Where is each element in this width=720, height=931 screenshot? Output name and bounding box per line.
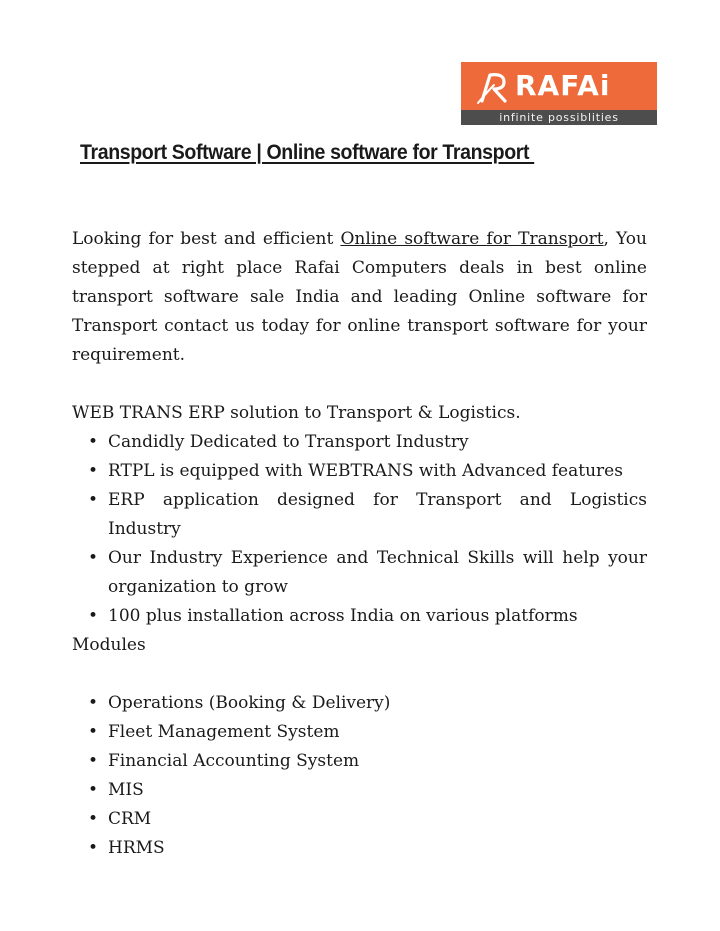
intro-paragraph bbox=[72, 225, 647, 370]
rafai-logo bbox=[461, 62, 657, 125]
list-item: • Operations (Booking & Delivery) bbox=[72, 689, 647, 718]
document-body bbox=[72, 225, 647, 863]
logo-tagline: infinite possiblities bbox=[461, 110, 657, 125]
modules-list bbox=[72, 689, 647, 863]
list-item: • CRM bbox=[72, 805, 647, 834]
list-item: • 100 plus installation across India on various platforms bbox=[72, 602, 647, 631]
list-item: • Financial Accounting System bbox=[72, 747, 647, 776]
list-item: • Fleet Management System bbox=[72, 718, 647, 747]
list-item: • HRMS bbox=[72, 834, 647, 863]
modules-heading: Modules bbox=[72, 635, 146, 655]
erp-points-list bbox=[72, 428, 647, 631]
list-item: • RTPL is equipped with WEBTRANS with Advanced features bbox=[72, 457, 647, 486]
spacer bbox=[72, 660, 647, 689]
list-item: • MIS bbox=[72, 776, 647, 805]
spacer bbox=[72, 370, 647, 399]
erp-heading: WEB TRANS ERP solution to Transport & Logistics. bbox=[72, 403, 521, 423]
rafai-r-mark-icon bbox=[474, 67, 514, 107]
intro-text-before: Looking for best and efficient bbox=[72, 229, 341, 249]
list-item: • ERP application designed for Transport and Logistics Industry bbox=[72, 486, 647, 544]
page-title: Transport Software | Online software for Transport bbox=[80, 141, 535, 164]
list-item: • Candidly Dedicated to Transport Industry bbox=[72, 428, 647, 457]
list-item: • Our Industry Experience and Technical Skills will help your organization to grow bbox=[72, 544, 647, 602]
logo-brand-text: RAFAi bbox=[515, 69, 611, 102]
online-software-link[interactable]: Online software for Transport bbox=[340, 229, 604, 249]
intro-text-after: , You stepped at right place Rafai Computers deals in best online transport software sale India and leading Online software for Transport contact us today for online transport software for your requirement. bbox=[72, 229, 647, 365]
logo-orange-band bbox=[461, 62, 657, 110]
